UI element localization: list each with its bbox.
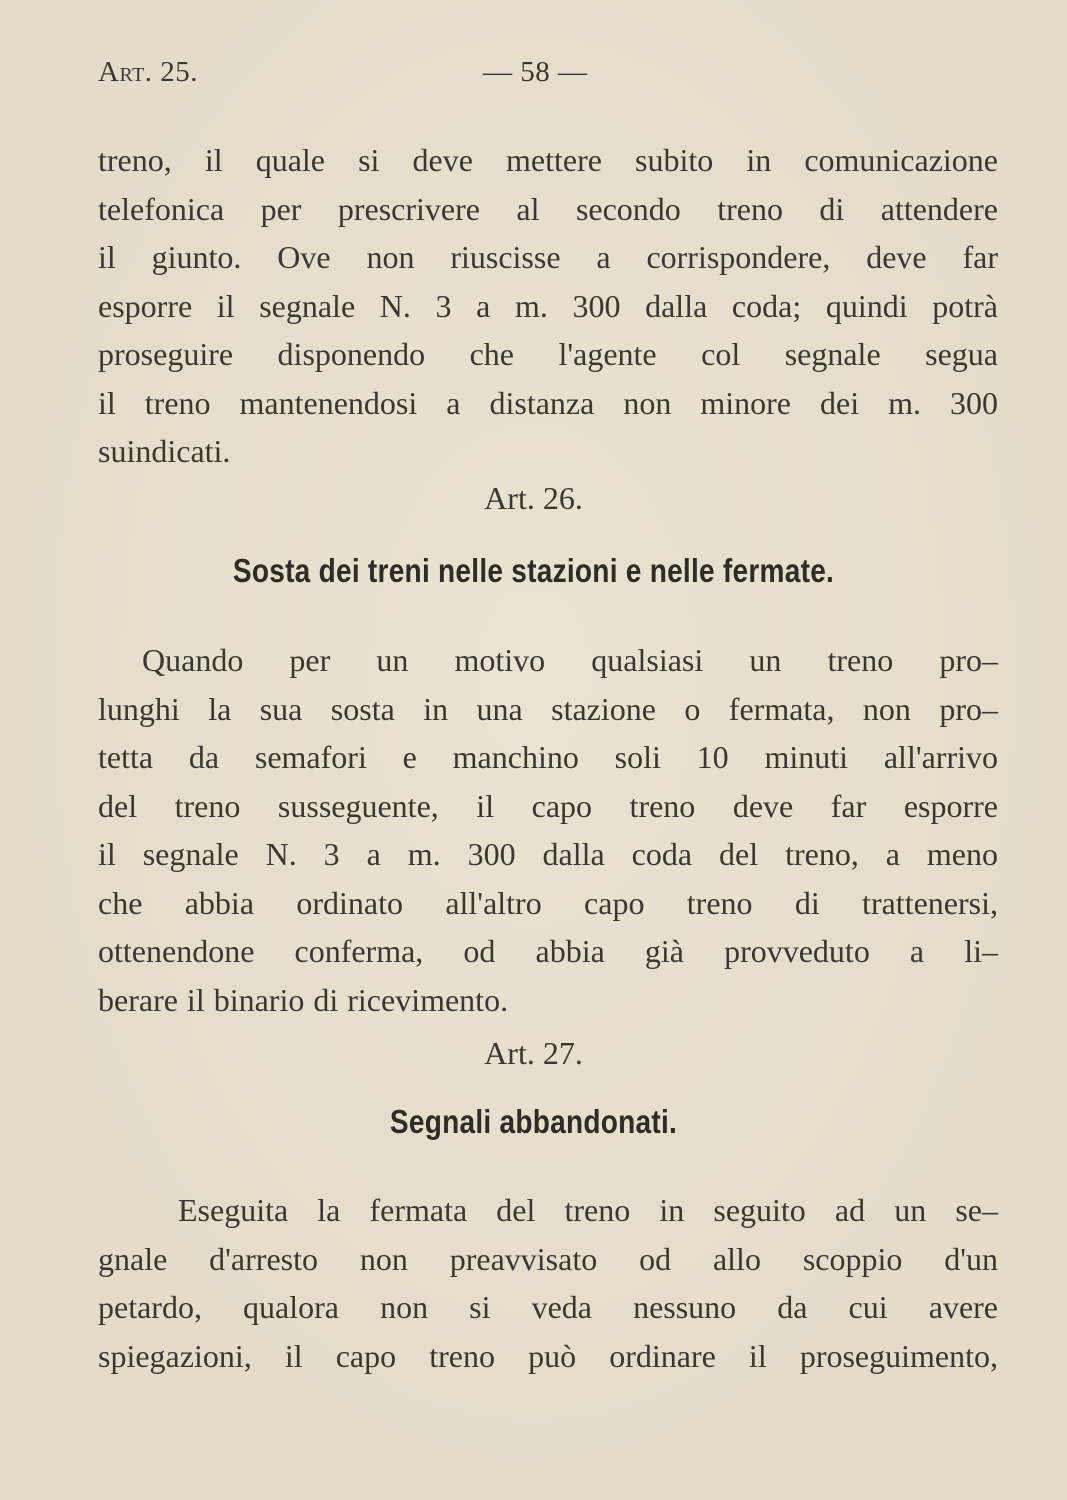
page-number: — 58 — xyxy=(483,56,588,88)
text-line: tetta da semafori e manchino soli 10 minuti all'arrivo xyxy=(98,739,998,775)
text-line: suindicati. xyxy=(98,433,231,469)
text-line: berare il binario di ricevimento. xyxy=(98,981,509,1018)
text-line: che abbia ordinato all'altro capo treno di trattenersi, xyxy=(98,884,998,921)
article-27-paragraph xyxy=(98,1186,998,1380)
article-27-number: Art. 27. xyxy=(484,1035,583,1071)
article-27-title: Segnali abbandonati. xyxy=(389,1103,678,1140)
header-article-ref: Art. 25. xyxy=(98,56,199,88)
text-line: gnale d'arresto non preavvisato od allo scoppio d'un xyxy=(98,1240,998,1277)
text-line: ottenendone conferma, od abbia già provveduto a li– xyxy=(98,933,998,969)
text-line: petardo, qualora non si veda nessuno da cui avere xyxy=(98,1289,998,1325)
text-line: il treno mantenendosi a distanza non minore dei m. 300 xyxy=(98,384,998,421)
article-26-paragraph xyxy=(98,636,998,1024)
article-26-title: Sosta dei treni nelle stazioni e nelle fermate. xyxy=(232,552,835,589)
text-line: il segnale N. 3 a m. 300 dalla coda del treno, a meno xyxy=(98,836,998,872)
text-line: proseguire disponendo che l'agente col segnale segua xyxy=(98,336,998,372)
continuation-paragraph xyxy=(98,136,998,476)
article-26-number: Art. 26. xyxy=(484,480,583,516)
text-line: spiegazioni, il capo treno può ordinare il proseguimento, xyxy=(98,1337,998,1374)
text-line: il giunto. Ove non riuscisse a corrispondere, deve far xyxy=(98,239,998,275)
text-line: del treno susseguente, il capo treno deve far esporre xyxy=(98,787,998,824)
text-line: treno, il quale si deve mettere subito in comunicazione xyxy=(98,142,998,178)
text-line: telefonica per prescrivere al secondo treno di attendere xyxy=(98,190,998,227)
text-line: Eseguita la fermata del treno in seguito ad un se– xyxy=(178,1192,998,1228)
text-line: esporre il segnale N. 3 a m. 300 dalla coda; quindi potrà xyxy=(98,287,998,324)
text-line: Quando per un motivo qualsiasi un treno pro– xyxy=(142,642,998,678)
running-header xyxy=(98,56,998,96)
text-line: lunghi la sua sosta in una stazione o fermata, non pro– xyxy=(98,690,998,727)
